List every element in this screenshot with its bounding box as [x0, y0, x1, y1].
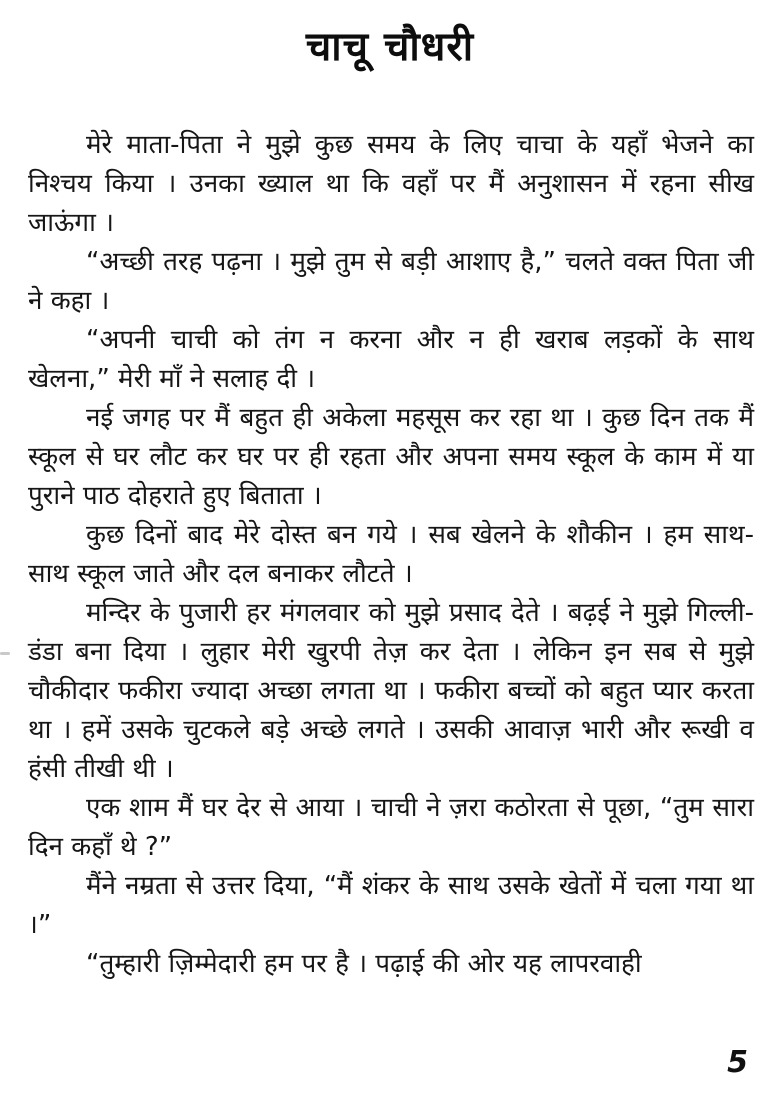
paragraph: एक शाम मैं घर देर से आया । चाची ने ज़रा कठोरता से पूछा, “तुम सारा दिन कहाँ थे ?”: [28, 793, 754, 862]
paragraph: “तुम्हारी ज़िम्मेदारी हम पर है । पढ़ाई की ओर यह लापरवाही: [86, 949, 642, 979]
paragraph: मन्दिर के पुजारी हर मंगलवार को मुझे प्रसाद देते । बढ़ई ने मुझे गिल्ली-डंडा बना दिया । लुहार मेरी खुरपी तेज़ कर देता । लेकिन इन सब से मुझे चौकीदार फकीरा ज्यादा अच्छा लगता था । फकीरा बच्चों को बहुत प्यार करता था । हमें उसके चुटकले बड़े अच्छे लगते । उसकी आवाज़ भारी और रूखी व हंसी तीखी थी ।: [28, 598, 754, 784]
paragraph: नई जगह पर मैं बहुत ही अकेला महसूस कर रहा था । कुछ दिन तक मैं स्कूल से घर लौट कर घर पर ही रहता और अपना समय स्कूल के काम में या पुराने पाठ दोहराते हुए बिताता ।: [28, 403, 754, 511]
paragraph: मेरे माता-पिता ने मुझे कुछ समय के लिए चाचा के यहाँ भेजने का निश्चय किया । उनका ख्याल था कि वहाँ पर मैं अनुशासन में रहना सीख जाऊंगा ।: [28, 130, 754, 238]
paragraph: “अपनी चाची को तंग न करना और न ही खराब लड़कों के साथ खेलना,” मेरी माँ ने सलाह दी ।: [28, 325, 754, 394]
page-title: चाचू चौधरी: [305, 24, 475, 70]
page-number: 5: [727, 1045, 748, 1080]
paragraph: “अच्छी तरह पढ़ना । मुझे तुम से बड़ी आशाए है,” चलते वक्त पिता जी ने कहा ।: [28, 247, 754, 316]
paragraph: कुछ दिनों बाद मेरे दोस्त बन गये । सब खेलने के शौकीन । हम साथ-साथ स्कूल जाते और दल बनाकर लौटते ।: [28, 520, 754, 589]
scan-artifact: [0, 652, 10, 655]
page-body: [28, 126, 754, 984]
paragraph: मैंने नम्रता से उत्तर दिया, “मैं शंकर के साथ उसके खेतों में चला गया था ।”: [28, 871, 754, 940]
